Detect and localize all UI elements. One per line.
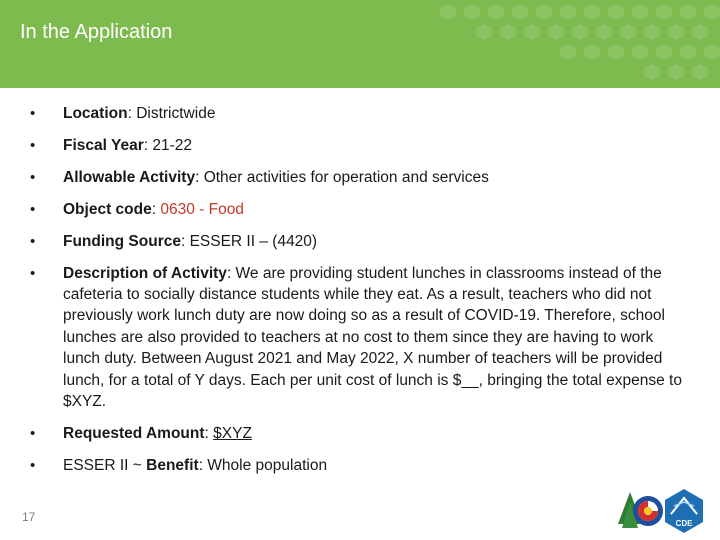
bullet-dot-icon: •: [30, 424, 36, 442]
allowable-activity-label: Allowable Activity: [63, 168, 196, 186]
bullet-benefit: [30, 455, 690, 476]
bullet-allowable-activity: [30, 167, 690, 188]
requested-amount-label: Requested Amount: [63, 424, 205, 442]
allowable-activity-value: : Other activities for operation and services: [195, 168, 489, 186]
description-value: : We are providing student lunches in classrooms instead of the cafeteria to socially distance students while they eat. As a result, teachers who did not previously work lunch duty are now doing so as a result of COVID-19. Therefore, school lunches are also provided to teachers at no cost to them since they are having to work lunch duty. Between August 2021 and May 2022, X number of teachers will be provided lunch, for a total of Y days. Each per unit cost of lunch is $__, bringing the total expense to $XYZ.: [63, 264, 682, 410]
location-label: Location: [63, 105, 128, 122]
bullet-object-code: [30, 199, 690, 220]
benefit-label: Benefit: [146, 456, 199, 474]
bullet-requested-amount: [30, 423, 690, 444]
page-number: 17: [22, 510, 36, 524]
cde-logo-icon: [665, 489, 703, 533]
bullet-dot-icon: •: [30, 456, 36, 474]
object-code-label: Object code: [63, 200, 152, 218]
funding-source-value: : ESSER II – (4420): [180, 232, 318, 250]
bullet-dot-icon: •: [30, 105, 36, 122]
bullet-list: [30, 103, 690, 476]
bullet-funding-source: [30, 231, 690, 252]
fiscal-year-value: : 21-22: [143, 136, 192, 154]
footer-logos: [612, 484, 712, 534]
bullet-dot-icon: •: [30, 136, 36, 154]
location-value: : Districtwide: [127, 105, 216, 122]
bullet-dot-icon: •: [30, 232, 36, 250]
bullet-fiscal-year: [30, 135, 690, 156]
benefit-value: : Whole population: [198, 456, 328, 474]
cde-logo-text: CDE: [675, 519, 693, 528]
bullet-description: [30, 263, 690, 413]
colorado-logo-icon: [618, 492, 663, 528]
description-label: Description of Activity: [63, 264, 227, 282]
requested-amount-value: $XYZ: [213, 424, 252, 442]
slide-header: [0, 0, 720, 88]
bullet-dot-icon: •: [30, 168, 36, 186]
benefit-prefix: ESSER II ~: [63, 456, 147, 474]
slide-title: In the Application: [20, 21, 173, 43]
object-code-value: 0630 - Food: [160, 200, 244, 218]
bullet-location: [30, 103, 690, 124]
funding-source-label: Funding Source: [63, 232, 181, 250]
requested-amount-separator: :: [204, 424, 214, 442]
object-code-separator: :: [151, 200, 161, 218]
bullet-dot-icon: •: [30, 264, 36, 282]
fiscal-year-label: Fiscal Year: [63, 136, 144, 154]
bullet-dot-icon: •: [30, 200, 36, 218]
hexagon-pattern-decoration: [430, 0, 720, 88]
